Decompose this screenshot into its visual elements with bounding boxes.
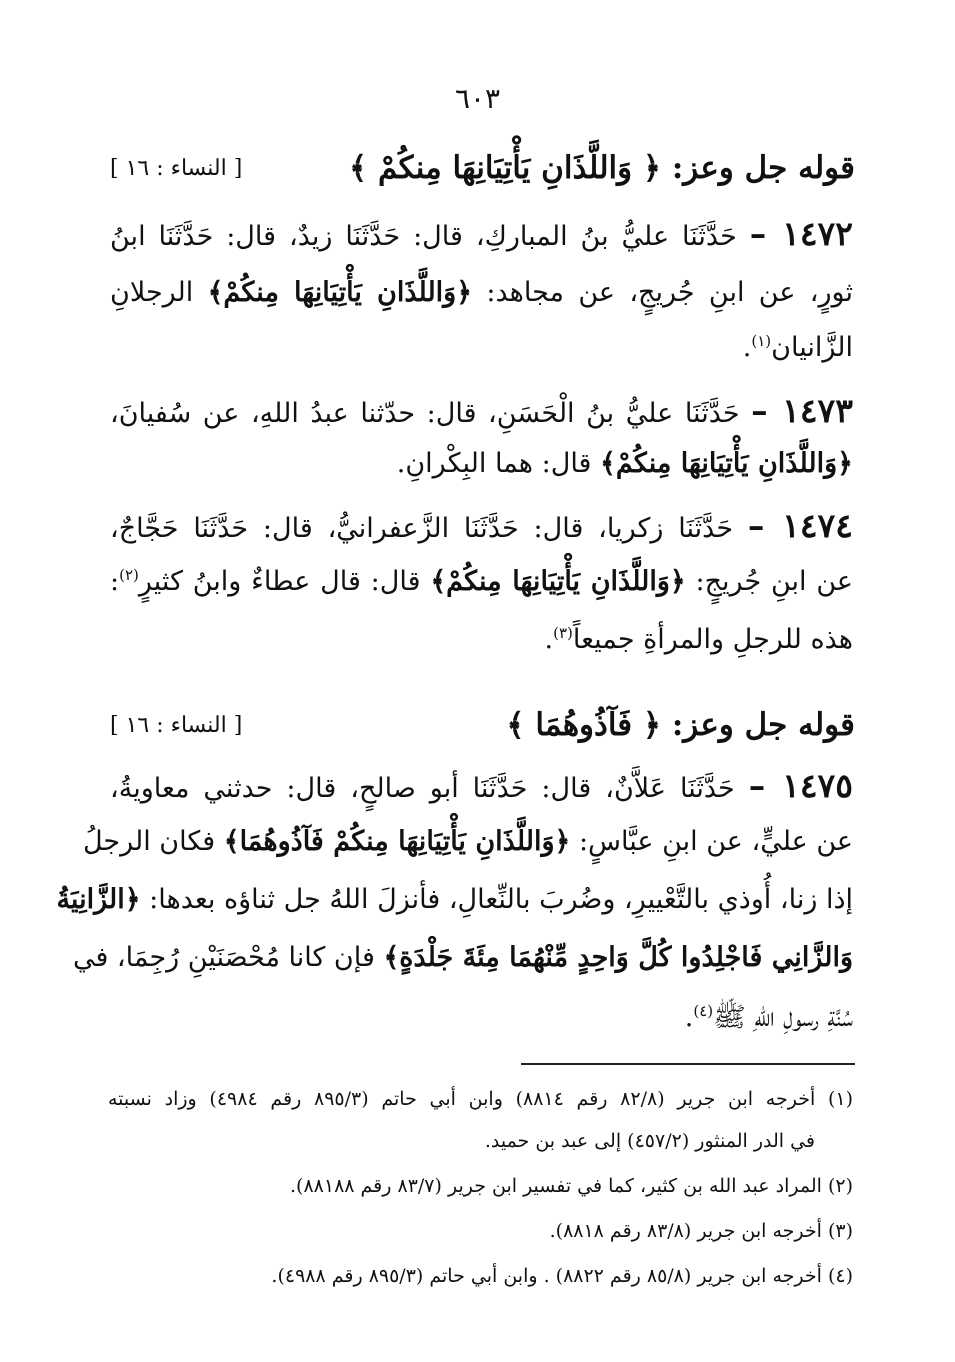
quran-quote: ﴿الزَّانِيَةُ (56, 884, 141, 915)
line-text: . (742, 332, 752, 363)
footnote: (١) أخرجه ابن جرير (٨٢/٨ رقم ٨٨١٤) وابن أبي حاتم (٨٩٥/٣ رقم ٤٩٨٤) وزاد نسبته (108, 1088, 854, 1110)
line-text: حَدَّثَنَا عَلاَّنٌ، قال: حَدَّثَنَا أبو صالحٍ، قال: حدثني معاويةُ، (110, 773, 749, 804)
page-number: ٦٠٣ (454, 82, 501, 115)
line-text: عن ابنِ جُريجٍ: (685, 566, 853, 597)
quran-quote: وَالزَّانِي فَاجْلِدُوا كُلَّ وَاحِدٍ مِّنْهُمَا مِئَةَ جَلْدَةٍ﴾ (383, 942, 853, 973)
quran-quote: ﴿وَاللَّذَانِ يَأْتِيَانِهَا مِنكُمْ﴾ (430, 566, 686, 597)
line-text: . (544, 624, 554, 655)
quran-quote: ﴿وَاللَّذَانِ يَأْتِيَانِهَا مِنكُمْ﴾ (207, 277, 473, 308)
text-line (82, 826, 853, 857)
text-line (110, 506, 853, 545)
line-text: سُنَّةِ رسولِ اللهِ ﷺ (713, 1002, 853, 1033)
heading-title: قوله جل وعز: ﴿ وَاللَّذَانِ يَأْتِيَانِهَا مِنكُمْ ﴾ (349, 150, 855, 186)
line-text: قال: هما البِكْرانِ. (396, 448, 601, 479)
line-text: ثورٍ، عن ابنِ جُريجٍ، عن مجاهد: (472, 277, 853, 308)
footnote: (٤) أخرجه ابن جرير (٨٥/٨ رقم ٨٨٢٢) . وابن أبي حاتم (٨٩٥/٣ رقم ٤٩٨٨). (271, 1265, 853, 1287)
text-line (110, 214, 853, 253)
text-line (110, 332, 853, 363)
section-heading-2 (110, 700, 855, 750)
hadith-number: ١٤٧٢ – (749, 214, 853, 253)
footnote-separator (521, 1063, 855, 1065)
line-text: حَدَّثَنَا زكريا، قال: حَدَّثَنَا الزَّعفرانيُّ، قال: حَدَّثَنَا حَجَّاجٌ، (110, 513, 748, 544)
line-text: حَدَّثَنَا عليُّ بنُ الْحَسَنِ، قال: حدّثنا عبدُ اللهِ، عن سُفيانَ، (110, 398, 752, 429)
section-heading-1 (110, 143, 855, 193)
text-line (110, 448, 853, 479)
text-line (56, 884, 853, 915)
line-text: حَدَّثَنَا عليُّ بنُ المباركِ، قال: حَدَّثَنَا زيدٌ، قال: حَدَّثَنَا ابنُ (110, 221, 750, 252)
quran-quote: ﴿وَاللَّذَانِ يَأْتِيَانِهَا مِنكُمْ فَآذُوهُمَا﴾ (223, 826, 571, 857)
line-text: الرجلانِ (110, 277, 208, 308)
text-line (110, 277, 853, 308)
quran-reference: [ النساء : ١٦ ] (110, 155, 243, 181)
line-text: . (684, 1002, 694, 1033)
footnote-continuation: في الدر المنثور (٤٥٧/٢) إلى عبد بن حميد. (484, 1130, 815, 1152)
footnote-marker: (٣) (553, 624, 573, 642)
text-line (110, 391, 853, 430)
footnote-marker: (٤) (693, 1002, 714, 1020)
text-line (110, 624, 853, 655)
line-text: : (110, 566, 120, 597)
hadith-number: ١٤٧٣ – (751, 391, 853, 430)
quran-reference: [ النساء : ١٦ ] (110, 712, 243, 738)
quran-quote: ﴿وَاللَّذَانِ يَأْتِيَانِهَا مِنكُمْ﴾ (600, 448, 853, 479)
footnote-marker: (١) (751, 332, 772, 350)
footnote: (٣) أخرجه ابن جرير (٨٣/٨ رقم ٨٨١٨). (549, 1220, 853, 1242)
hadith-number: ١٤٧٤ – (747, 506, 853, 545)
hadith-number: ١٤٧٥ – (748, 766, 853, 805)
text-line (110, 566, 853, 597)
line-text: فكان الرجلُ (82, 826, 224, 857)
line-text: قال: قال عطاءٌ وابنُ كثيرٍ (138, 566, 431, 597)
text-line (110, 1000, 853, 1040)
line-text: عن عليٍّ، عن ابنِ عبَّاسٍ: (570, 826, 853, 857)
footnote: (٢) المراد عبد الله بن كثير، كما في تفسير ابن جرير (٨٣/٧ رقم ٨٨١٨٨). (290, 1175, 853, 1197)
line-text: هذه للرجلِ والمرأةِ جميعاً (572, 624, 853, 655)
line-text: الزَّانيان (771, 332, 853, 363)
line-text: إذا زنا، أُوذي بالتَّعْييرِ، وضُربَ بالنِّعالِ، فأنزلَ اللهُ جل ثناؤه بعدها: (140, 884, 853, 915)
text-line (72, 942, 853, 973)
line-text: فإن كانا مُحْصَنَيْنِ رُجِمَا، في (72, 942, 384, 973)
footnote-marker: (٢) (119, 566, 139, 584)
text-line (110, 766, 853, 805)
heading-title: قوله جل وعز: ﴿ فَآذُوهُمَا ﴾ (506, 707, 855, 743)
